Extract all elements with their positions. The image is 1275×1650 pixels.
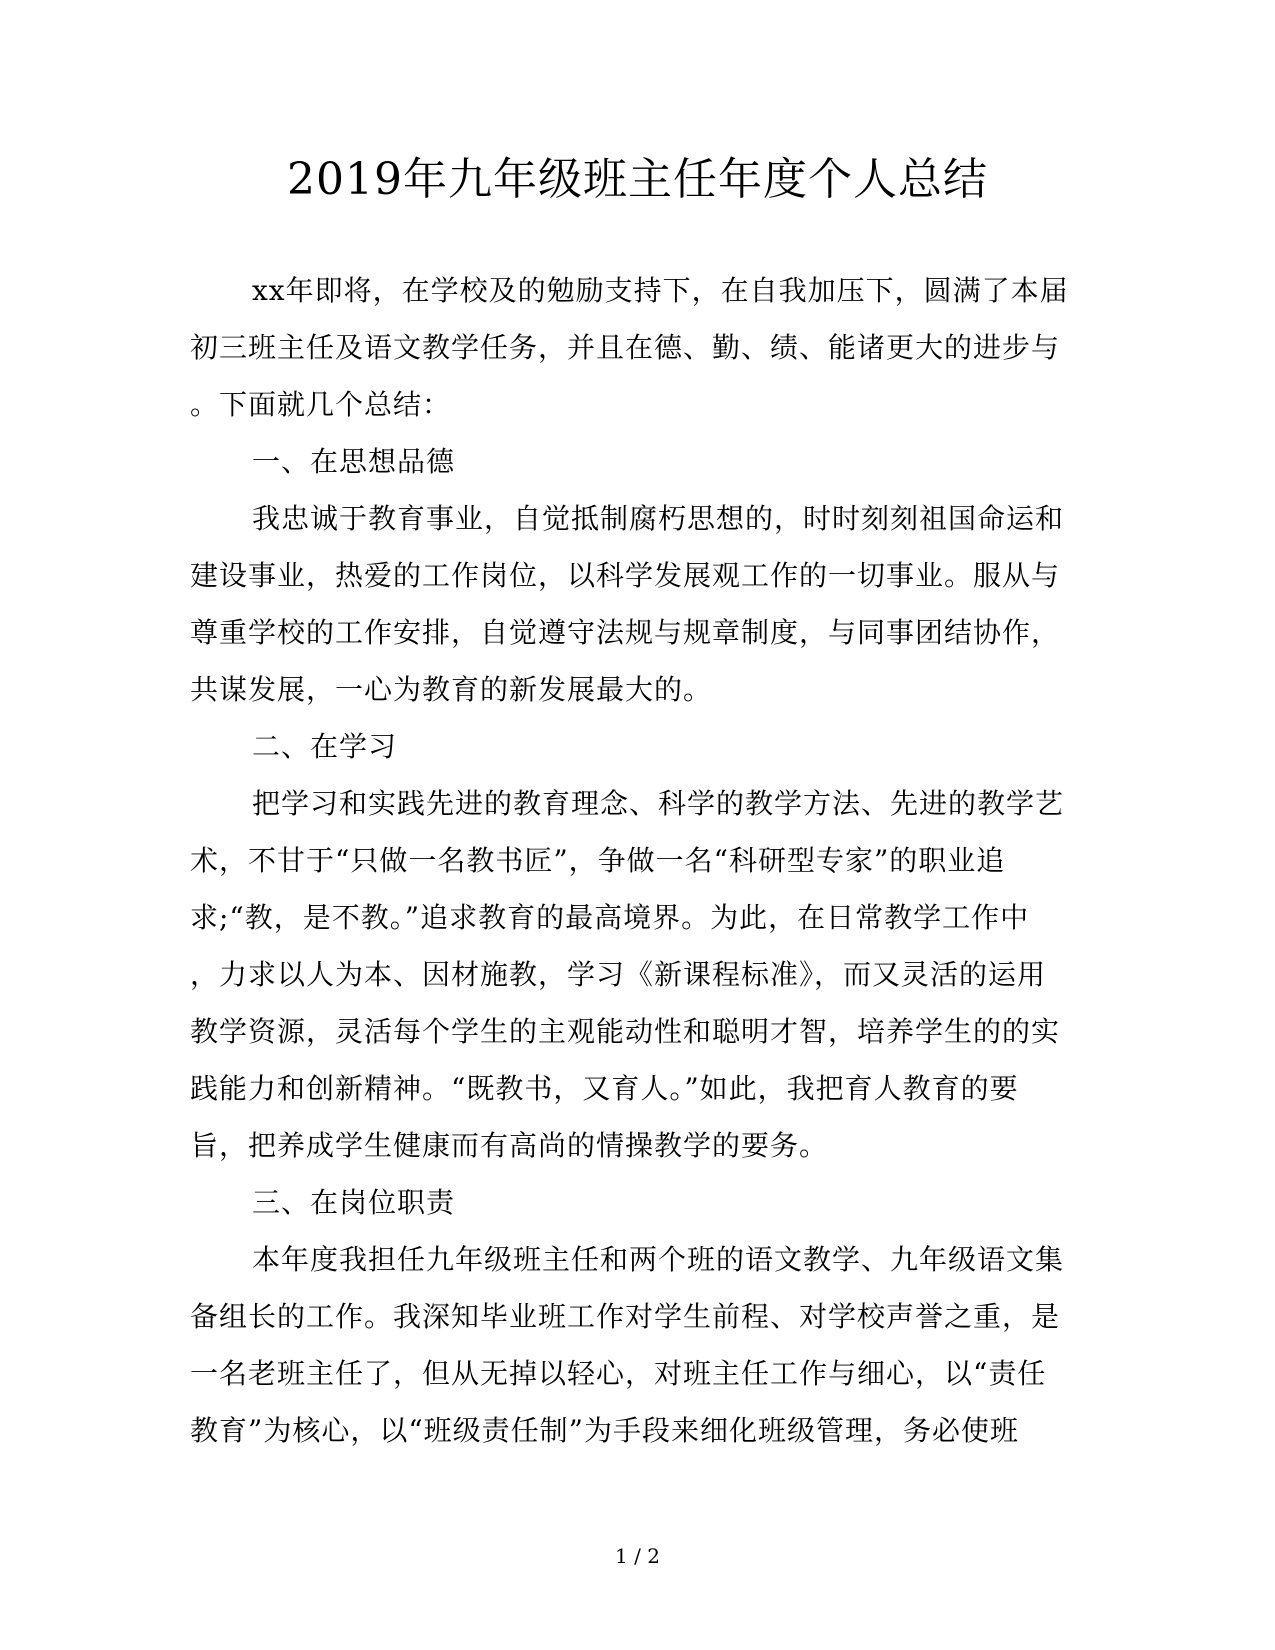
paragraph-line: 一名老班主任了，但从无掉以轻心，对班主任工作与细心，以“责任 xyxy=(190,1357,1047,1390)
paragraph-line: 教学资源，灵活每个学生的主观能动性和聪明才智，培养学生的的实 xyxy=(190,1015,1061,1048)
paragraph-line: 。下面就几个总结： xyxy=(190,388,452,421)
paragraph-line: 本年度我担任九年级班主任和两个班的语文教学、九年级语文集 xyxy=(252,1243,1065,1276)
paragraph-line: xx年即将，在学校及的勉励支持下，在自我加压下，圆满了本届 xyxy=(252,274,1069,307)
paragraph-line: 旨，把养成学生健康而有高尚的情操教学的要务。 xyxy=(190,1129,829,1162)
paragraph-line: 建设事业，热爱的工作岗位，以科学发展观工作的一切事业。服从与 xyxy=(190,559,1061,592)
paragraph-line: 我忠诚于教育事业，自觉抵制腐朽思想的，时时刻刻祖国命运和 xyxy=(252,502,1065,535)
paragraph-line: 求;“教，是不教。”追求教育的最高境界。为此，在日常教学工作中 xyxy=(190,901,1030,934)
document-title: 2019年九年级班主任年度个人总结 xyxy=(287,154,988,205)
paragraph-line: 践能力和创新精神。“既教书，又育人。”如此，我把育人教育的要 xyxy=(190,1072,1019,1105)
paragraph-line: 共谋发展，一心为教育的新发展最大的。 xyxy=(190,673,713,706)
section-heading: 一、在思想品德 xyxy=(252,445,456,478)
page-number: 1 / 2 xyxy=(615,1544,660,1568)
paragraph-line: 教育”为核心，以“班级责任制”为手段来细化班级管理，务必使班 xyxy=(190,1414,1019,1447)
paragraph-line: 术，不甘于“只做一名教书匠”，争做一名“科研型专家”的职业追 xyxy=(190,844,1006,877)
paragraph-line: 把学习和实践先进的教育理念、科学的教学方法、先进的教学艺 xyxy=(252,787,1065,820)
paragraph-line: ，力求以人为本、因材施教，学习《新课程标准》，而又灵活的运用 xyxy=(190,958,1047,991)
document-body xyxy=(190,262,1080,1459)
section-heading: 二、在学习 xyxy=(252,730,398,763)
paragraph-line: 备组长的工作。我深知毕业班工作对学生前程、对学校声誉之重，是 xyxy=(190,1300,1061,1333)
paragraph-line: 尊重学校的工作安排，自觉遵守法规与规章制度，与同事团结协作， xyxy=(190,616,1061,649)
paragraph-line: 初三班主任及语文教学任务，并且在德、勤、绩、能诸更大的进步与 xyxy=(190,331,1061,364)
section-heading: 三、在岗位职责 xyxy=(252,1186,456,1219)
